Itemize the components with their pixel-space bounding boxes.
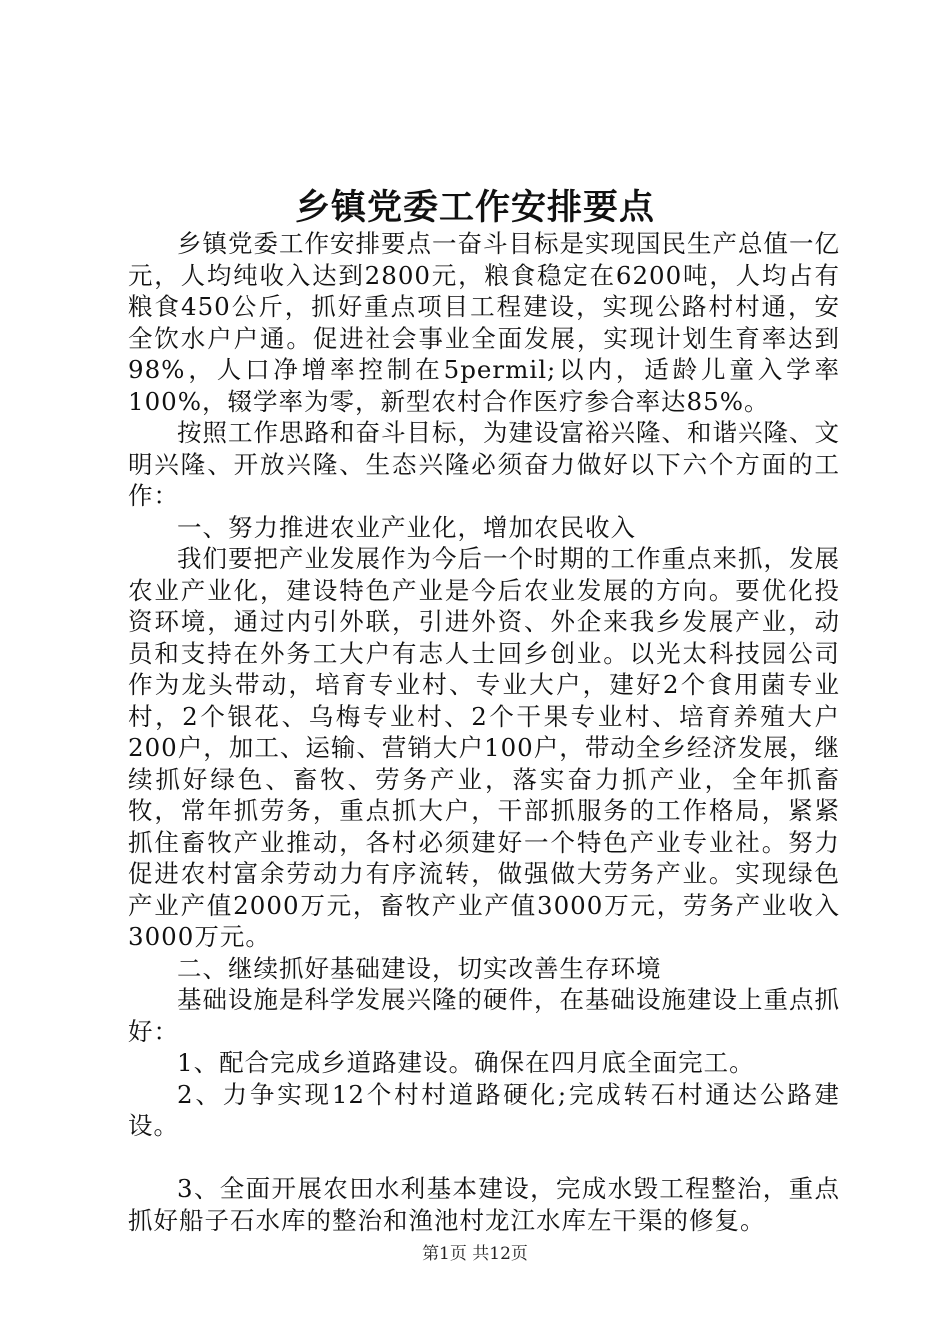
document-body [128, 228, 840, 1236]
page-footer: 第1页 共12页 [422, 1244, 528, 1264]
paragraph-infrastructure: 基础设施是科学发展兴隆的硬件，在基础设施建设上重点抓好： [128, 985, 840, 1046]
list-item-3: 3、全面开展农田水利基本建设，完成水毁工程整治，重点抓好船子石水库的整治和渔池村龙江水库左干渠的修复。 [128, 1174, 840, 1235]
paragraph-industry: 我们要把产业发展作为今后一个时期的工作重点来抓，发展农业产业化，建设特色产业是今后农业发展的方向。要优化投资环境，通过内引外联，引进外资、外企来我乡发展产业，动员和支持在外务工大户有志人士回乡创业。以光太科技园公司作为龙头带动，培育专业村、专业大户，建好2个食用菌专业村，2个银花、乌梅专业村、2个干果专业村、培育养殖大户200户，加工、运输、营销大户100户，带动全乡经济发展，继续抓好绿色、畜牧、劳务产业，落实奋力抓产业，全年抓畜牧，常年抓劳务，重点抓大户，干部抓服务的工作格局，紧紧抓住畜牧产业推动，各村必须建好一个特色产业专业社。努力促进农村富余劳动力有序流转，做强做大劳务产业。实现绿色产业产值2000万元，畜牧产业产值3000万元，劳务产业收入3000万元。 [128, 544, 840, 951]
list-item-2: 2、力争实现12个村村道路硬化;完成转石村通达公路建设。 [128, 1079, 840, 1140]
document-title: 乡镇党委工作安排要点 [294, 187, 655, 228]
paragraph-goals: 乡镇党委工作安排要点一奋斗目标是实现国民生产总值一亿元，人均纯收入达到2800元，粮食稳定在6200吨，人均占有粮食450公斤，抓好重点项目工程建设，实现公路村村通，安全饮水户户通。促进社会事业全面发展，实现计划生育率达到98%，人口净增率控制在5permil;以内，适龄儿童入学率100%，辍学率为零，新型农村合作医疗参合率达85%。 [128, 229, 840, 416]
section-heading-1: 一、努力推进农业产业化，增加农民收入 [177, 512, 636, 542]
section-heading-2: 二、继续抓好基础建设，切实改善生存环境 [177, 953, 662, 983]
list-item-1: 1、配合完成乡道路建设。确保在四月底全面完工。 [177, 1048, 755, 1077]
paragraph-intro-six-aspects: 按照工作思路和奋斗目标，为建设富裕兴隆、和谐兴隆、文明兴隆、开放兴隆、生态兴隆必须奋力做好以下六个方面的工作： [128, 418, 840, 510]
blank-line [128, 1142, 840, 1174]
